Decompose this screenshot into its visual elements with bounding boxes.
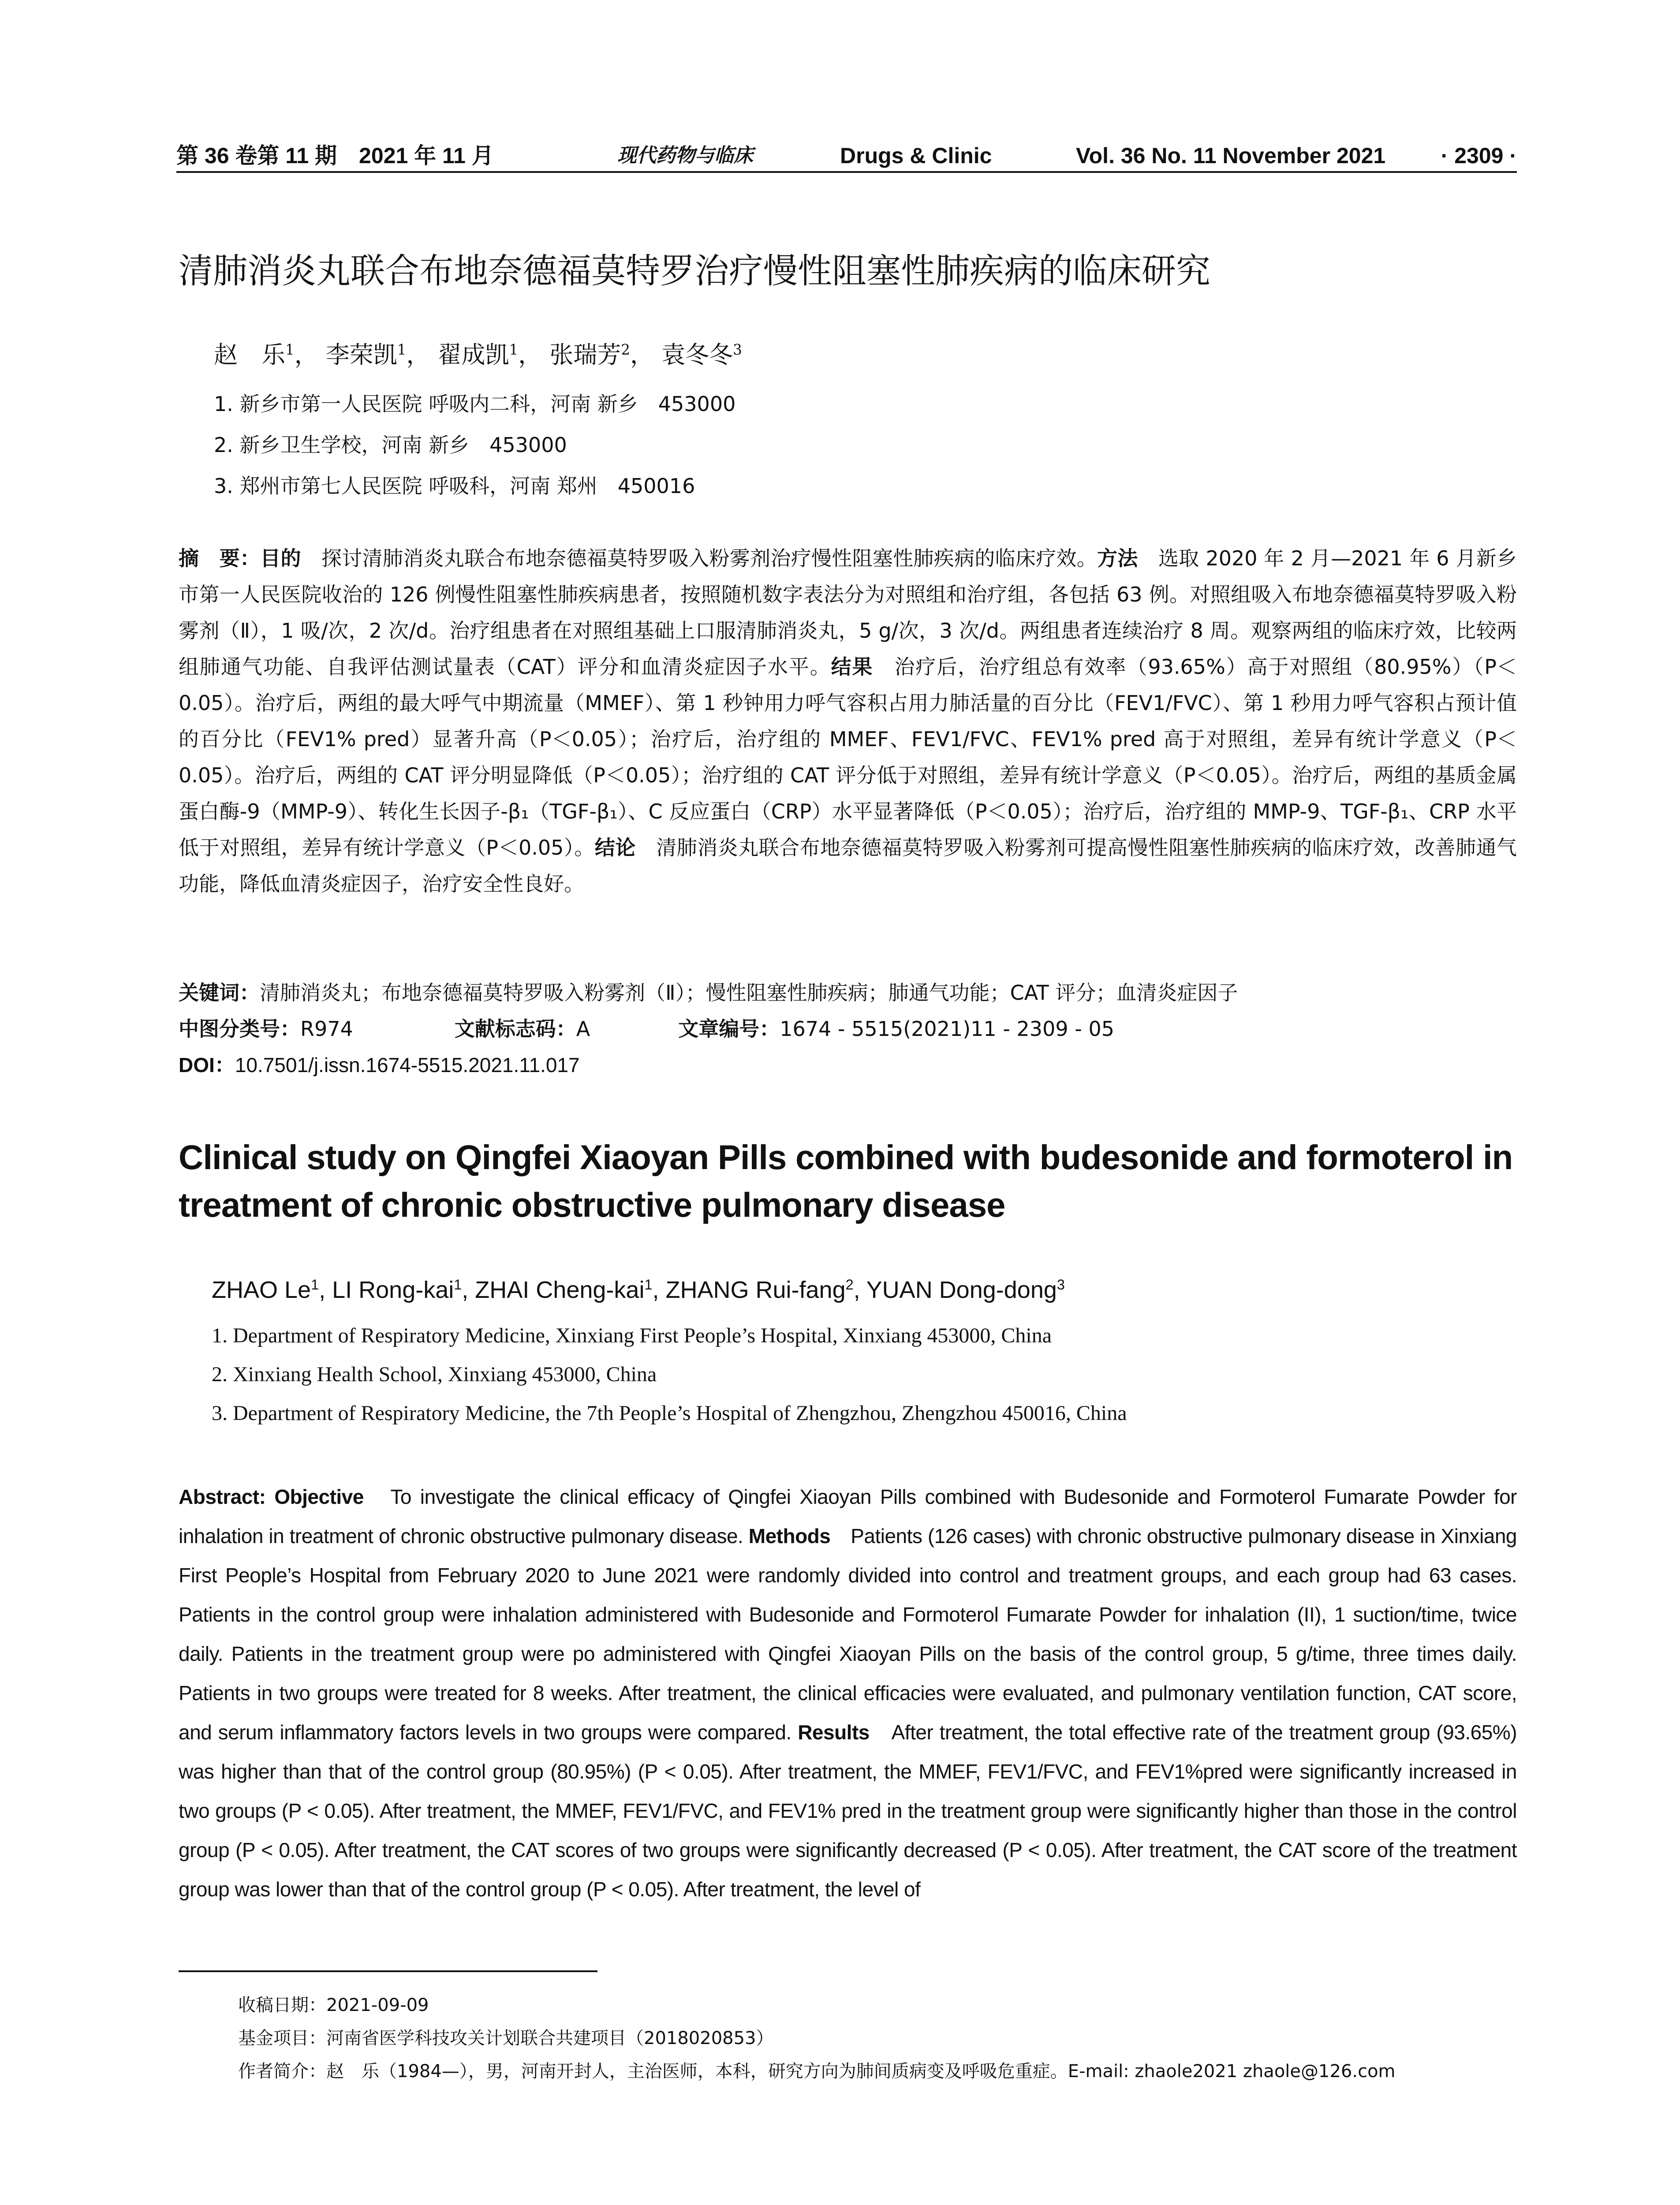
keywords-zh bbox=[179, 975, 1517, 1011]
authors-en: ZHAO Le$^1$, LI Rong-kai$^1$, ZHAI Cheng-kai$^1$, ZHANG Rui-fang$^2$, YUAN Dong-dong$^3$ bbox=[212, 1277, 1065, 1303]
article-metadata-zh bbox=[179, 975, 1517, 1083]
clc-label: 中图分类号： bbox=[179, 1017, 300, 1041]
affiliation-en: 2. Xinxiang Health School, Xinxiang 453000, China bbox=[212, 1363, 657, 1386]
footnote-label: 作者简介： bbox=[238, 2061, 326, 2082]
objective-label-zh: 目的 bbox=[260, 546, 301, 570]
abstract-en bbox=[179, 1477, 1517, 1909]
classification-row bbox=[179, 1011, 1517, 1047]
conclusion-text-zh: 清肺消炎丸联合布地奈德福莫特罗吸入粉雾剂可提高慢性阻塞性肺疾病的临床疗效，改善肺通气功能，降低血清炎症因子，治疗安全性良好。 bbox=[179, 836, 1517, 896]
abstract-zh-label: 摘 要： bbox=[179, 546, 261, 570]
author-affiliation-mark: 1 bbox=[285, 341, 295, 358]
author-zh: 袁冬冬 bbox=[661, 341, 733, 369]
footnote-text: 赵 乐（1984—），男，河南开封人，主治医师，本科，研究方向为肺间质病变及呼吸危重症。E-mail: zhaole2021 zhaole@126.com bbox=[326, 2061, 1396, 2082]
objective-text-zh: 探讨清肺消炎丸联合布地奈德福莫特罗吸入粉雾剂治疗慢性阻塞性肺疾病的临床疗效。 bbox=[301, 546, 1098, 570]
keywords-text-zh: 清肺消炎丸；布地奈德福莫特罗吸入粉雾剂（Ⅱ）；慢性阻塞性肺疾病；肺通气功能；CAT 评分；血清炎症因子 bbox=[260, 981, 1238, 1005]
doi-label: DOI： bbox=[179, 1054, 235, 1076]
results-text-zh: 治疗后，治疗组总有效率（93.65%）高于对照组（80.95%）（P＜0.05）。治疗后，两组的最大呼气中期流量（MMEF）、第 1 秒钟用力呼气容积占用力肺活量的百分比（FEV1/FVC）、第 1 秒用力呼气容积占预计值的百分比（FEV1% pred）显著升高（P＜0.05）；治疗后，治疗组的 MMEF、FEV1/FVC、FEV1% pred 高于对照组，差异有统计学意义（P＜0.05）。治疗后，两组的 CAT 评分明显降低（P＜0.05）；治疗组的 CAT 评分低于对照组，差异有统计学意义（P＜0.05）。治疗后，两组的基质金属蛋白酶-9（MMP-9）、转化生长因子-β₁（TGF-β₁）、C 反应蛋白（CRP）水平显著降低（P＜0.05）；治疗后，治疗组的 MMP-9、TGF-β₁、CRP 水平低于对照组，差异有统计学意义（P＜0.05）。 bbox=[179, 655, 1517, 860]
title-zh: 清肺消炎丸联合布地奈德福莫特罗治疗慢性阻塞性肺疾病的临床研究 bbox=[179, 251, 1211, 291]
author-en: ZHANG Rui-fang bbox=[665, 1277, 846, 1303]
running-header bbox=[176, 140, 1517, 173]
author-affiliation-mark: 3 bbox=[1057, 1277, 1065, 1293]
author-en: ZHAI Cheng-kai bbox=[475, 1277, 645, 1303]
methods-label-en: Methods bbox=[748, 1525, 831, 1547]
header-page-number: · 2309 · bbox=[1441, 143, 1517, 168]
methods-text-zh: 选取 2020 年 2 月—2021 年 6 月新乡市第一人民医院收治的 126 例慢性阻塞性肺疾病患者，按照随机数字表法分为对照组和治疗组，各包括 63 例。对照组吸入布地奈德福莫特罗吸入粉雾剂（Ⅱ），1 吸/次，2 次/d。治疗组患者在对照组基础上口服清肺消炎丸，5 g/次，3 次/d。两组患者连续治疗 8 周。观察两组的临床疗效，比较两组肺通气功能、自我评估测试量表（CAT）评分和血清炎症因子水平。 bbox=[179, 546, 1517, 679]
footnote-funding bbox=[238, 2022, 1517, 2055]
objective-text-en: To investigate the clinical efficacy of Qingfei Xiaoyan Pills combined with Budesonide and Formoterol Fumarate Powder for inhalation in treatment of chronic obstructive pulmonary disease. bbox=[179, 1485, 1517, 1547]
footnote-received bbox=[238, 1989, 1517, 2022]
author-en: LI Rong-kai bbox=[332, 1277, 454, 1303]
conclusion-label-zh: 结论 bbox=[594, 836, 636, 860]
header-journal-en: Drugs & Clinic bbox=[840, 143, 992, 168]
author-zh: 李荣凯 bbox=[325, 341, 397, 369]
doc-code-value: A bbox=[576, 1017, 590, 1041]
affiliation-zh: 3. 郑州市第七人民医院 呼吸科，河南 郑州 450016 bbox=[214, 474, 695, 498]
clc-value: R974 bbox=[300, 1017, 353, 1041]
methods-text-en: Patients (126 cases) with chronic obstructive pulmonary disease in Xinxiang First People’s Hospital from February 2020 to June 2021 were randomly divided into control and treatment groups, and each group had 63 cases. Patients in the control group were inhalation administered with Budesonide and Formoterol Fumarate Powder for inhalation (II), 1 suction/time, twice daily. Patients in the treatment group were po administered with Qingfei Xiaoyan Pills on the basis of the control group, 5 g/time, three times daily. Patients in two groups were treated for 8 weeks. After treatment, the clinical efficacies were evaluated, and pulmonary ventilation function, CAT score, and serum inflammatory factors levels in two groups were compared. bbox=[179, 1525, 1517, 1744]
methods-label-zh: 方法 bbox=[1097, 546, 1138, 570]
author-affiliation-mark: 1 bbox=[644, 1277, 653, 1293]
affiliations-zh bbox=[214, 384, 1493, 507]
footnote-author-bio bbox=[238, 2055, 1517, 2088]
affiliation-en: 3. Department of Respiratory Medicine, the 7th People’s Hospital of Zhengzhou, Zhengzhou 450016, China bbox=[212, 1401, 1127, 1425]
footnote-label: 收稿日期： bbox=[238, 1995, 326, 2015]
author-en: ZHAO Le bbox=[212, 1277, 311, 1303]
footnote-text: 2021-09-09 bbox=[326, 1995, 429, 2015]
header-issue-zh: 第 36 卷第 11 期 2021 年 11 月 bbox=[176, 143, 494, 168]
author-affiliation-mark: 1 bbox=[311, 1277, 319, 1293]
authors-zh: 赵 乐$^1$， 李荣凯$^1$， 翟成凯$^1$， 张瑞芳$^2$， 袁冬冬$^3$ bbox=[214, 341, 742, 369]
footnote-label: 基金项目： bbox=[238, 2028, 326, 2048]
abstract-zh bbox=[179, 540, 1517, 902]
abstract-en-label: Abstract: bbox=[179, 1485, 266, 1508]
results-text-en: After treatment, the total effective rate of the treatment group (93.65%) was higher than that of the control group (80.95%) (P < 0.05). After treatment, the MMEF, FEV1/FVC, and FEV1%pred were significantly increased in two groups (P < 0.05). After treatment, the MMEF, FEV1/FVC, and FEV1% pred in the treatment group were significantly higher than those in the control group (P < 0.05). After treatment, the CAT scores of two groups were significantly decreased (P < 0.05). After treatment, the CAT score of the treatment group was lower than that of the control group (P < 0.05). After treatment, the level of bbox=[179, 1721, 1517, 1901]
author-affiliation-mark: 1 bbox=[397, 341, 407, 358]
doi-link[interactable]: 10.7501/j.issn.1674-5515.2021.11.017 bbox=[235, 1054, 580, 1076]
affiliation-zh: 2. 新乡卫生学校，河南 新乡 453000 bbox=[214, 433, 567, 457]
author-affiliation-mark: 1 bbox=[454, 1277, 462, 1293]
affiliations-en bbox=[212, 1316, 1517, 1433]
author-affiliation-mark: 1 bbox=[509, 341, 519, 358]
author-affiliation-mark: 2 bbox=[621, 341, 630, 358]
objective-label-en: Objective bbox=[274, 1485, 364, 1508]
author-zh: 赵 乐 bbox=[214, 341, 285, 369]
footnote-text: 河南省医学科技攻关计划联合共建项目（2018020853） bbox=[326, 2028, 774, 2048]
author-en: YUAN Dong-dong bbox=[866, 1277, 1057, 1303]
doc-code-label: 文献标志码： bbox=[454, 1017, 576, 1041]
author-affiliation-mark: 2 bbox=[845, 1277, 854, 1293]
results-label-en: Results bbox=[798, 1721, 870, 1744]
header-journal-zh: 现代药物与临床 bbox=[617, 144, 753, 167]
author-zh: 张瑞芳 bbox=[549, 341, 621, 369]
footnotes bbox=[238, 1989, 1517, 2088]
article-number-label: 文章编号： bbox=[678, 1017, 780, 1041]
keywords-label-zh: 关键词： bbox=[179, 981, 260, 1005]
author-affiliation-mark: 3 bbox=[733, 341, 742, 358]
title-en: Clinical study on Qingfei Xiaoyan Pills combined with budesonide and formoterol in treatment of chronic obstructive pulmonary disease bbox=[179, 1138, 1513, 1224]
article-number-value: 1674 - 5515(2021)11 - 2309 - 05 bbox=[780, 1017, 1114, 1041]
footnote-divider bbox=[179, 1970, 597, 1972]
header-issue-en: Vol. 36 No. 11 November 2021 bbox=[1076, 143, 1386, 168]
affiliation-zh: 1. 新乡市第一人民医院 呼吸内二科，河南 新乡 453000 bbox=[214, 392, 736, 416]
doi-row bbox=[179, 1047, 1517, 1083]
results-label-zh: 结果 bbox=[831, 655, 874, 679]
author-zh: 翟成凯 bbox=[437, 341, 509, 369]
affiliation-en: 1. Department of Respiratory Medicine, Xinxiang First People’s Hospital, Xinxiang 453000, China bbox=[212, 1324, 1052, 1347]
